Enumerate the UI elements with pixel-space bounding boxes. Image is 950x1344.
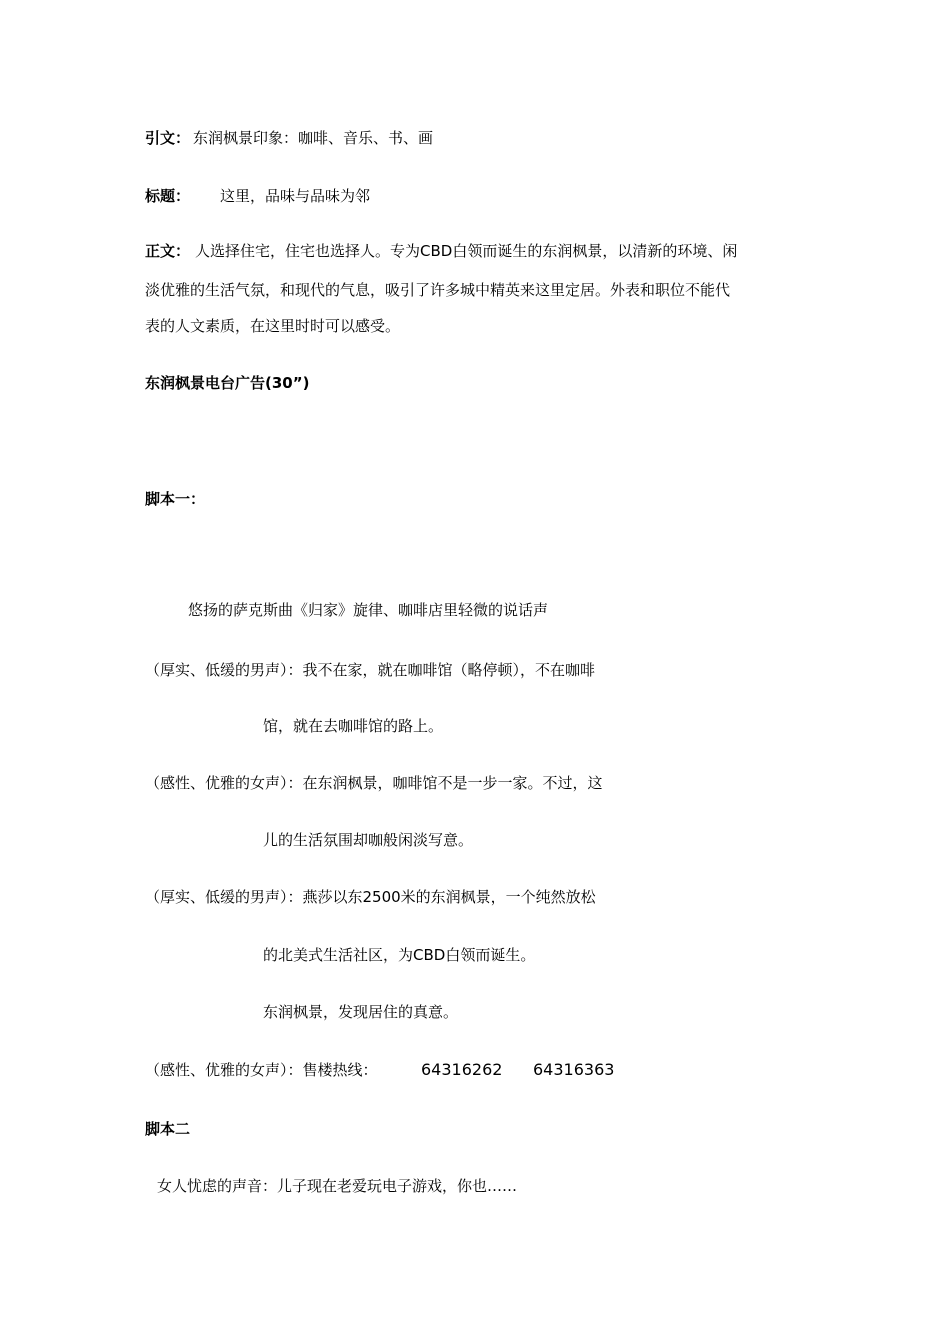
- dialogue-line: （感性、优雅的女声）：售楼热线：: [145, 1061, 378, 1079]
- sales-hotline-number: 64316363: [533, 1060, 615, 1079]
- body-copy-line: 人选择住宅，住宅也选择人。专为CBD白领而诞生的东润枫景，以清新的环境、闲: [195, 242, 738, 260]
- body-copy-label: 正文：: [145, 242, 191, 260]
- dialogue-line: （感性、优雅的女声）：在东润枫景，咖啡馆不是一步一家。不过，这: [145, 774, 603, 792]
- headline-label: 标题：: [145, 187, 191, 205]
- radio-ad-title: 东润枫景电台广告(30”): [145, 374, 310, 392]
- dialogue-line: 的北美式生活社区，为CBD白领而诞生。: [263, 946, 536, 964]
- sales-hotline-number: 64316262: [421, 1060, 503, 1079]
- intro-text: 东润枫景印象：咖啡、音乐、书、画: [193, 129, 434, 147]
- script-one-title: 脚本一：: [145, 490, 206, 508]
- dialogue-line: 儿的生活氛围却咖般闲淡写意。: [263, 831, 474, 849]
- headline-text: 这里，品味与品味为邻: [220, 187, 371, 205]
- intro-label: 引文：: [145, 129, 191, 147]
- body-copy-line: 表的人文素质，在这里时时可以感受。: [145, 317, 401, 335]
- script-two-title: 脚本二: [145, 1120, 191, 1138]
- dialogue-line: （厚实、低缓的男声）：我不在家，就在咖啡馆（略停顿），不在咖啡: [145, 661, 596, 679]
- script-one-intro: 悠扬的萨克斯曲《归家》旋律、咖啡店里轻微的说话声: [188, 601, 549, 619]
- dialogue-line: 馆，就在去咖啡馆的路上。: [263, 717, 444, 735]
- dialogue-line: （厚实、低缓的男声）：燕莎以东2500米的东润枫景，一个纯然放松: [145, 888, 596, 906]
- script-two-intro: 女人忧虑的声音：儿子现在老爱玩电子游戏，你也……: [157, 1177, 518, 1195]
- body-copy-line: 淡优雅的生活气氛，和现代的气息，吸引了许多城中精英来这里定居。外表和职位不能代: [145, 281, 731, 299]
- dialogue-line: 东润枫景，发现居住的真意。: [263, 1003, 459, 1021]
